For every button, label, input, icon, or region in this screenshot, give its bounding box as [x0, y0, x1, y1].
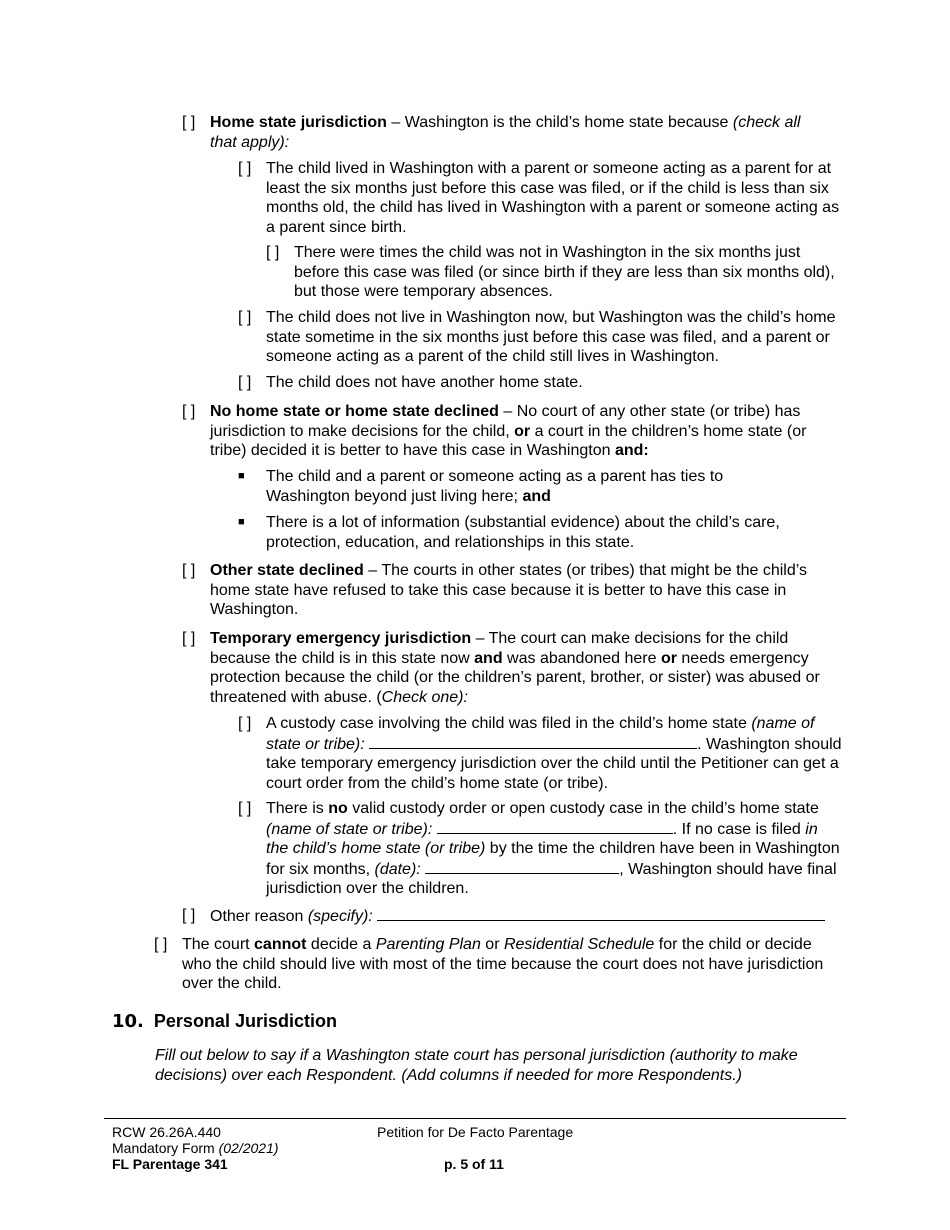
no-home-state-text: – No court of any other state (or tribe) has jurisdiction to make decisions for the child,: [210, 403, 801, 440]
bullet-icon: ■: [238, 516, 245, 528]
temporary-option-2-text-4: by the time the children have been in Washington for six months,: [266, 840, 840, 878]
home-state-option-2-checkbox[interactable]: [ ]: [238, 309, 252, 326]
home-state-option-1-text: The child lived in Washington with a parent or someone acting as a parent for at least the six months just before this case was filed, or if the child is less than six months old, the child has lived in Washington with a parent or someone acting as a parent since birth.: [266, 160, 840, 236]
home-state-option-3-text: The child does not have another home state.: [266, 374, 583, 391]
home-state-text: – Washington is the child’s home state because: [386, 114, 733, 131]
temporary-option-2-no: no: [328, 800, 348, 817]
other-reason-text: Other reason: [210, 908, 308, 925]
bullet-item: [238, 467, 798, 506]
home-state-option-1-sub: [266, 243, 842, 302]
temporary-option-2-text-5: , Washington should have final jurisdiction over the children.: [266, 860, 837, 898]
temporary-option-2: [238, 799, 842, 899]
temporary-option-1-text-2: . Washington should take temporary emergency jurisdiction over the child until the Petitioner can get a court order from the child’s home state (or tribe).: [266, 735, 842, 792]
residential-schedule-term: Residential Schedule: [503, 936, 655, 953]
cannot-text-3: or: [480, 936, 504, 953]
no-home-state-checkbox[interactable]: [ ]: [182, 403, 196, 420]
temporary-option-2-text-2: valid custody order or open custody case in the child’s home state: [347, 800, 819, 817]
bullet-item: [238, 513, 822, 552]
section-title: Personal Jurisdiction: [153, 1011, 337, 1031]
footer-title: Petition for De Facto Parentage: [377, 1124, 574, 1140]
bullet-and: and: [522, 487, 551, 505]
other-reason-label: (specify):: [307, 908, 373, 925]
temporary-option-1-text: A custody case involving the child was filed in the child’s home state: [266, 715, 752, 732]
home-state-option-1: [238, 159, 842, 237]
footer-rcw: RCW 26.26A.440: [112, 1124, 221, 1140]
temporary-text-2: was abandoned here: [502, 649, 661, 667]
bullet-icon: ■: [238, 470, 245, 482]
other-reason-checkbox[interactable]: [ ]: [182, 907, 196, 924]
temporary-item: [182, 629, 842, 707]
no-home-state-item: [182, 402, 822, 461]
cannot-decide-item: [154, 935, 842, 994]
temporary-checkbox[interactable]: [ ]: [182, 630, 196, 647]
other-reason-item: [182, 906, 842, 927]
temporary-option-1-label: (name of state or tribe):: [266, 715, 815, 753]
footer-mandatory-text: Mandatory Form: [112, 1140, 219, 1156]
temporary-option-1: [238, 714, 842, 793]
footer-divider: [104, 1118, 846, 1119]
cannot-text: The court: [182, 936, 255, 953]
temporary-option-2-date-label: (date):: [374, 860, 421, 878]
home-state-option-1-checkbox[interactable]: [ ]: [238, 160, 252, 177]
cannot-text-2: decide a: [306, 936, 376, 953]
footer-form-number: FL Parentage 341: [112, 1156, 228, 1172]
home-state-option-2-text: The child does not live in Washington now, but Washington was the child’s home state sometime in the six months just before this case was filed, and a parent or someone acting as a parent of the child still lives in Washington.: [266, 309, 836, 366]
temporary-option-2-in: in the child’s home state (or tribe): [266, 820, 818, 858]
date-field[interactable]: [425, 859, 619, 874]
home-state-option-3: [238, 373, 842, 393]
home-state-option-1-sub-text: There were times the child was not in Washington in the six months just before this case was filed (or since birth if they are less than six months old), but those were temporary absences.: [294, 244, 835, 301]
bullet-text: The child and a parent or someone acting as a parent has ties to Washington beyond just living here;: [266, 468, 724, 505]
cannot-bold: cannot: [254, 936, 307, 953]
other-state-checkbox[interactable]: [ ]: [182, 562, 196, 579]
no-home-state-title: No home state or home state declined: [210, 403, 499, 420]
temporary-check-one: Check one):: [381, 688, 468, 706]
home-state-instruction: (check all that apply):: [210, 114, 801, 151]
bullet-text: There is a lot of information (substantial evidence) about the child’s care, protection, education, and relationships in this state.: [266, 514, 780, 551]
no-home-state-text-2: a court in the children’s home state (or tribe) decided it is better to have this case in Washington: [210, 422, 807, 460]
state-name-field[interactable]: [437, 819, 673, 834]
temporary-text-3: needs emergency protection because the child (or the children’s parent, brother, or sister) was abused or threatened with abuse. (: [210, 649, 820, 706]
temporary-option-2-text: There is: [266, 800, 329, 817]
other-state-text: – The courts in other states (or tribes) that might be the child’s home state have refused to take this case because it is better to have this case in Washington.: [210, 562, 808, 619]
section-number: 10.: [112, 1011, 144, 1032]
temporary-option-2-checkbox[interactable]: [ ]: [238, 800, 252, 817]
cannot-decide-checkbox[interactable]: [ ]: [154, 936, 168, 953]
home-state-option-3-checkbox[interactable]: [ ]: [238, 374, 252, 391]
section-10-heading: [112, 1012, 337, 1032]
temporary-or: or: [660, 649, 677, 667]
state-name-field[interactable]: [369, 734, 697, 749]
home-state-item: [182, 113, 822, 152]
temporary-text: – The court can make decisions for the child because the child is in this state now: [210, 630, 789, 667]
no-home-state-and: and:: [614, 442, 649, 460]
home-state-option-2: [238, 308, 842, 367]
other-state-title: Other state declined: [210, 562, 364, 579]
temporary-option-2-label: (name of state or tribe):: [266, 820, 433, 838]
section-10-instruction-text: Fill out below to say if a Washington state court has personal jurisdiction (authority to make decisions) over each Respondent. (Add columns if needed for more Respondents.): [155, 1047, 798, 1084]
footer-date: (02/2021): [218, 1140, 279, 1156]
temporary-and: and: [474, 649, 503, 667]
other-state-item: [182, 561, 842, 620]
parenting-plan-term: Parenting Plan: [375, 936, 481, 953]
other-reason-field[interactable]: [377, 906, 825, 921]
section-10-instruction: [155, 1046, 845, 1085]
home-state-title: Home state jurisdiction: [210, 114, 387, 131]
home-state-option-1-sub-checkbox[interactable]: [ ]: [266, 244, 280, 261]
footer-mandatory: [112, 1140, 279, 1156]
footer-page-number: p. 5 of 11: [444, 1156, 504, 1172]
temporary-title: Temporary emergency jurisdiction: [210, 630, 472, 647]
temporary-option-2-text-3: . If no case is filed: [672, 820, 806, 838]
temporary-option-1-checkbox[interactable]: [ ]: [238, 715, 252, 732]
no-home-state-or: or: [514, 422, 531, 440]
cannot-text-4: for the child or decide who the child should live with most of the time because the court does not have jurisdiction over the child.: [182, 936, 824, 993]
home-state-checkbox[interactable]: [ ]: [182, 114, 196, 131]
